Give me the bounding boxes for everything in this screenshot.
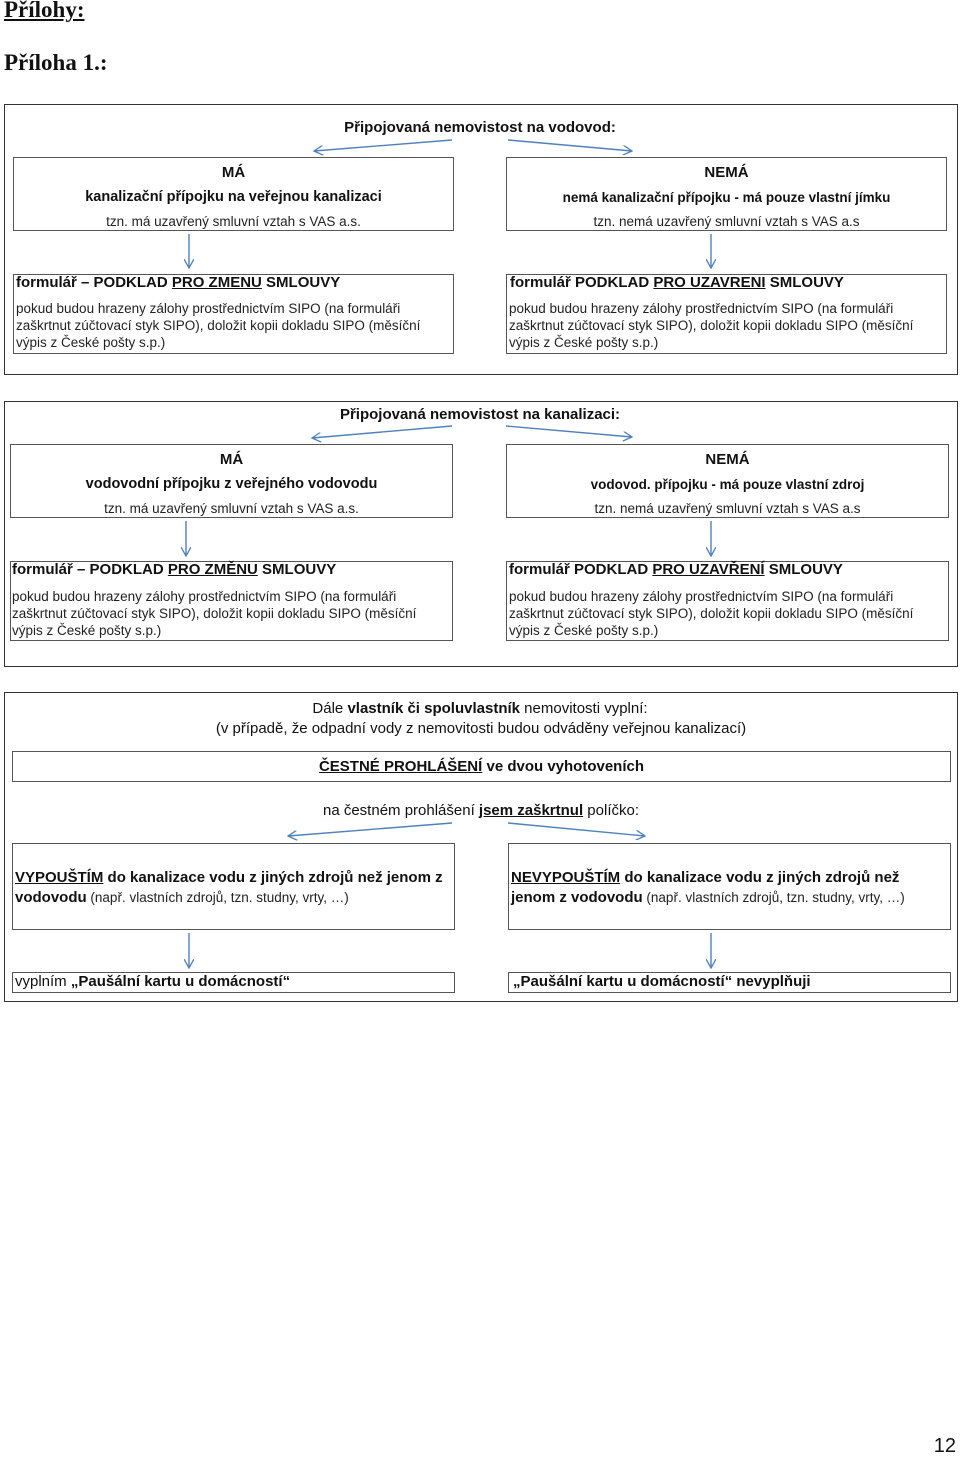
water-form-change-text: pokud budou hrazeny zálohy prostřednictvím SIPO (na formuláři zaškrtnut zúčtovací styk SIPO), doložit kopii dokladu SIPO (měsíční výpis z České pošty s.p.): [16, 301, 421, 350]
arrow-decl-right: [508, 823, 645, 836]
water-hasnot-line1: nemá kanalizační přípojku - má pouze vlastní jímku: [562, 190, 891, 205]
no-discharge-text: NEVYPOUŠTÍM do kanalizace vodu z jiných zdrojů než jenom z vodovodu (např. vlastních zdrojů, tzn. studny, vrty, …): [511, 869, 905, 906]
no-fill-card-text: „Paušální kartu u domácností“ nevyplňuji: [513, 973, 811, 990]
water-has-label: MÁ: [221, 164, 246, 181]
water-form-conclude-title: formulář PODKLAD PRO UZAVRENI SMLOUVY: [510, 274, 844, 291]
sewer-form-change-text: pokud budou hrazeny zálohy prostřednictvím SIPO (na formuláři zaškrtnut zúčtovací styk SIPO), doložit kopii dokladu SIPO (měsíční výpis z České pošty s.p.): [12, 589, 417, 638]
declaration-intro-note: (v případě, že odpadní vody z nemovitosti budou odváděny veřejnou kanalizací): [215, 720, 747, 737]
arrow-sewer-right: [506, 426, 632, 437]
discharge-text: VYPOUŠTÍM do kanalizace vodu z jiných zdrojů než jenom z vodovodu (např. vlastních zdrojů, tzn. studny, vrty, …): [15, 869, 443, 906]
sewer-hasnot-label: NEMÁ: [705, 451, 750, 468]
water-hasnot-label: NEMÁ: [704, 164, 749, 181]
sewer-hasnot-line1: vodovod. přípojku - má pouze vlastní zdroj: [590, 477, 865, 492]
page-number: 12: [933, 1435, 956, 1457]
sewer-form-change-title: formulář – PODKLAD PRO ZMĚNU SMLOUVY: [12, 561, 337, 578]
declaration-intro: Dále vlastník či spoluvlastník nemovitosti vyplní:: [312, 700, 648, 717]
sewer-has-line1: vodovodní přípojku z veřejného vodovodu: [85, 476, 378, 492]
water-has-line2: tzn. má uzavřený smluvní vztah s VAS a.s.: [106, 214, 361, 229]
arrow-water-left: [314, 140, 452, 151]
diagram-water-title: Připojovaná nemovistost na vodovod:: [344, 119, 616, 136]
sewer-form-conclude-text: pokud budou hrazeny zálohy prostřednictvím SIPO (na formuláři zaškrtnut zúčtovací styk SIPO), doložit kopii dokladu SIPO (měsíční výpis z České pošty s.p.): [509, 589, 914, 638]
fill-card-text: vyplním „Paušální kartu u domácností“: [15, 973, 291, 990]
declaration-bar-text: ČESTNÉ PROHLÁŠENÍ ve dvou vyhotoveních: [318, 758, 645, 775]
water-form-change-title: formulář – PODKLAD PRO ZMENU SMLOUVY: [16, 274, 341, 291]
water-hasnot-line2: tzn. nemá uzavřený smluvní vztah s VAS a.s: [593, 214, 860, 229]
appendix-title: Příloha 1.:: [4, 50, 108, 75]
arrow-water-right: [508, 140, 632, 151]
sewer-has-label: MÁ: [219, 451, 244, 468]
arrow-decl-left: [288, 823, 452, 836]
diagram-sewer-title: Připojovaná nemovistost na kanalizaci:: [339, 406, 621, 423]
water-has-line1: kanalizační přípojku na veřejnou kanalizaci: [85, 189, 382, 205]
sewer-form-conclude-title: formulář PODKLAD PRO UZAVŘENÍ SMLOUVY: [509, 561, 843, 578]
arrow-sewer-left: [312, 426, 452, 438]
checked-box-note: na čestném prohlášení jsem zaškrtnul políčko:: [322, 802, 640, 819]
water-form-conclude-text: pokud budou hrazeny zálohy prostřednictvím SIPO (na formuláři zaškrtnut zúčtovací styk SIPO), doložit kopii dokladu SIPO (měsíční výpis z České pošty s.p.): [509, 301, 914, 350]
sewer-hasnot-line2: tzn. nemá uzavřený smluvní vztah s VAS a.s: [594, 501, 861, 516]
sewer-has-line2: tzn. má uzavřený smluvní vztah s VAS a.s.: [104, 501, 359, 516]
page-heading: Přílohy:: [4, 0, 85, 22]
